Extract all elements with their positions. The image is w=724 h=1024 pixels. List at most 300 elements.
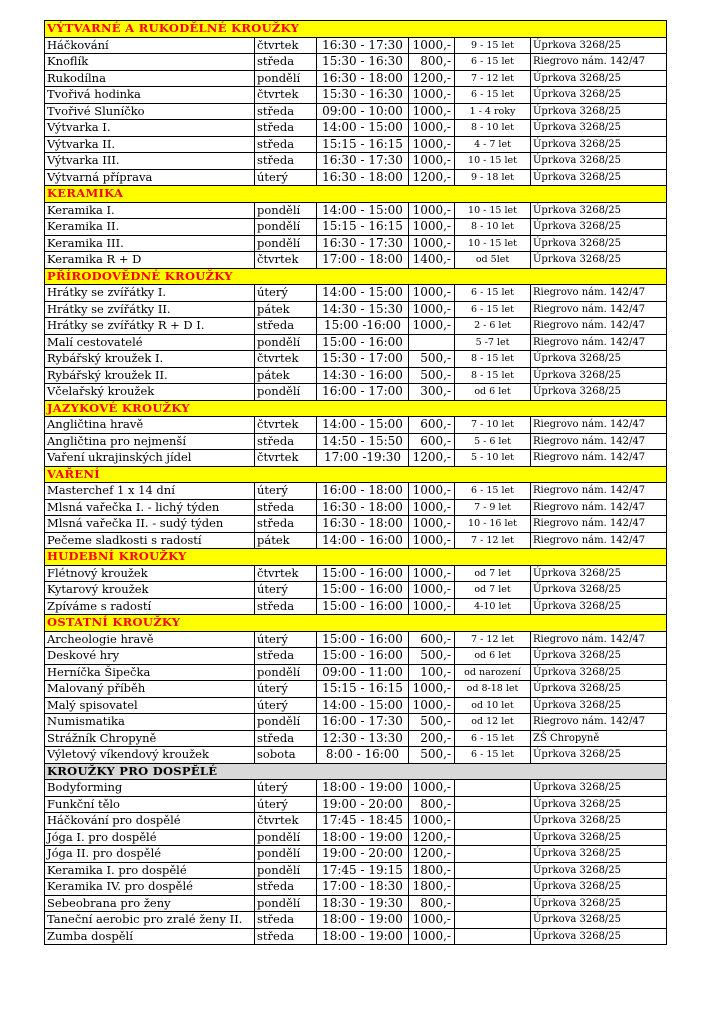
course-day: sobota — [255, 747, 317, 764]
course-price: 600,- — [409, 417, 455, 434]
course-age: 10 - 15 let — [455, 202, 531, 219]
course-time: 15:30 - 17:00 — [317, 351, 409, 368]
course-time: 19:00 - 20:00 — [317, 846, 409, 863]
course-day: pondělí — [255, 384, 317, 401]
course-age: 9 - 15 let — [455, 37, 531, 54]
course-day: pátek — [255, 367, 317, 384]
course-day: úterý — [255, 796, 317, 813]
course-name: Výtvarná příprava — [45, 169, 255, 186]
table-row — [45, 879, 667, 896]
course-time: 17:00 - 18:30 — [317, 879, 409, 896]
course-price: 1200,- — [409, 450, 455, 467]
course-place: Úprkova 3268/25 — [531, 252, 667, 269]
course-time: 15:00 - 16:00 — [317, 565, 409, 582]
course-day: pondělí — [255, 219, 317, 236]
course-table — [44, 20, 667, 945]
course-time: 15:00 - 16:00 — [317, 334, 409, 351]
course-name: Hrátky se zvířátky II. — [45, 301, 255, 318]
course-name: Tvořivá hodinka — [45, 87, 255, 104]
course-price: 1000,- — [409, 285, 455, 302]
course-age: 6 - 15 let — [455, 747, 531, 764]
table-row — [45, 235, 667, 252]
course-name: Keramika III. — [45, 235, 255, 252]
section-header — [45, 615, 667, 632]
course-age: 6 - 15 let — [455, 483, 531, 500]
course-name: Archeologie hravě — [45, 631, 255, 648]
course-age: 7 - 9 let — [455, 499, 531, 516]
course-price: 1200,- — [409, 846, 455, 863]
course-place: Riegrovo nám. 142/47 — [531, 285, 667, 302]
course-day: středa — [255, 648, 317, 665]
course-time: 14:00 - 15:00 — [317, 697, 409, 714]
course-price: 1000,- — [409, 235, 455, 252]
section-title: KERAMIKA — [45, 186, 667, 203]
course-day: čtvrtek — [255, 87, 317, 104]
course-time: 15:15 - 16:15 — [317, 681, 409, 698]
course-name: Kytarový kroužek — [45, 582, 255, 599]
course-price: 1000,- — [409, 202, 455, 219]
course-name: Sebeobrana pro ženy — [45, 895, 255, 912]
course-time: 14:00 - 15:00 — [317, 285, 409, 302]
course-name: Keramika II. — [45, 219, 255, 236]
course-time: 14:00 - 15:00 — [317, 202, 409, 219]
course-price — [409, 334, 455, 351]
course-name: Deskové hry — [45, 648, 255, 665]
course-price: 1000,- — [409, 120, 455, 137]
course-day: pátek — [255, 301, 317, 318]
course-age: od 7 let — [455, 582, 531, 599]
course-age: 8 - 10 let — [455, 219, 531, 236]
table-row — [45, 796, 667, 813]
course-day: středa — [255, 103, 317, 120]
table-row — [45, 120, 667, 137]
course-price: 1000,- — [409, 565, 455, 582]
section-title: VAŘENÍ — [45, 466, 667, 483]
course-name: Knoflík — [45, 54, 255, 71]
course-time: 15:30 - 16:30 — [317, 54, 409, 71]
course-price: 1000,- — [409, 928, 455, 945]
course-name: Bodyforming — [45, 780, 255, 797]
table-row — [45, 103, 667, 120]
course-day: středa — [255, 120, 317, 137]
course-day: čtvrtek — [255, 351, 317, 368]
course-place: Riegrovo nám. 142/47 — [531, 301, 667, 318]
course-age: 8 - 15 let — [455, 351, 531, 368]
course-day: středa — [255, 433, 317, 450]
course-age: 8 - 10 let — [455, 120, 531, 137]
section-header — [45, 400, 667, 417]
course-time: 16:30 - 18:00 — [317, 70, 409, 87]
course-price: 1000,- — [409, 318, 455, 335]
course-name: Rybářský kroužek II. — [45, 367, 255, 384]
table-row — [45, 351, 667, 368]
course-place: Úprkova 3268/25 — [531, 120, 667, 137]
course-day: čtvrtek — [255, 417, 317, 434]
course-time: 14:50 - 15:50 — [317, 433, 409, 450]
course-age: 10 - 15 let — [455, 235, 531, 252]
course-age: 9 - 18 let — [455, 169, 531, 186]
course-age: 5 - 6 let — [455, 433, 531, 450]
course-price: 1000,- — [409, 912, 455, 929]
course-day: čtvrtek — [255, 450, 317, 467]
course-name: Výtvarka III. — [45, 153, 255, 170]
course-name: Malí cestovatelé — [45, 334, 255, 351]
course-day: pátek — [255, 532, 317, 549]
course-name: Rukodílna — [45, 70, 255, 87]
course-place: Úprkova 3268/25 — [531, 37, 667, 54]
course-time: 14:00 - 15:00 — [317, 417, 409, 434]
section-header — [45, 268, 667, 285]
course-place: Riegrovo nám. 142/47 — [531, 631, 667, 648]
course-price: 1000,- — [409, 582, 455, 599]
table-row — [45, 169, 667, 186]
table-row — [45, 37, 667, 54]
course-price: 100,- — [409, 664, 455, 681]
course-name: Mlsná vařečka I. - lichý týden — [45, 499, 255, 516]
course-day: pondělí — [255, 846, 317, 863]
course-day: středa — [255, 516, 317, 533]
course-day: pondělí — [255, 829, 317, 846]
course-place: Úprkova 3268/25 — [531, 780, 667, 797]
course-name: Herníčka Šipečka — [45, 664, 255, 681]
table-row — [45, 136, 667, 153]
table-row — [45, 912, 667, 929]
course-day: středa — [255, 730, 317, 747]
course-time: 15:00 - 16:00 — [317, 631, 409, 648]
course-time: 17:45 - 19:15 — [317, 862, 409, 879]
course-age: od 10 let — [455, 697, 531, 714]
course-price: 1200,- — [409, 70, 455, 87]
course-day: pondělí — [255, 334, 317, 351]
course-price: 1000,- — [409, 219, 455, 236]
course-day: středa — [255, 153, 317, 170]
course-place: Riegrovo nám. 142/47 — [531, 499, 667, 516]
course-price: 500,- — [409, 747, 455, 764]
course-place: Riegrovo nám. 142/47 — [531, 714, 667, 731]
course-price: 800,- — [409, 54, 455, 71]
course-time: 16:00 - 17:00 — [317, 384, 409, 401]
table-row — [45, 780, 667, 797]
course-price: 800,- — [409, 895, 455, 912]
course-name: Výletový víkendový kroužek — [45, 747, 255, 764]
section-title: KROUŽKY PRO DOSPĚLÉ — [45, 763, 667, 780]
table-row — [45, 334, 667, 351]
table-row — [45, 565, 667, 582]
course-name: Masterchef 1 x 14 dní — [45, 483, 255, 500]
course-time: 12:30 - 13:30 — [317, 730, 409, 747]
course-place: Úprkova 3268/25 — [531, 813, 667, 830]
course-name: Včelařský kroužek — [45, 384, 255, 401]
course-place: Úprkova 3268/25 — [531, 697, 667, 714]
course-place: Úprkova 3268/25 — [531, 928, 667, 945]
table-row — [45, 697, 667, 714]
course-place: Úprkova 3268/25 — [531, 681, 667, 698]
course-name: Pečeme sladkosti s radostí — [45, 532, 255, 549]
course-day: středa — [255, 912, 317, 929]
course-time: 14:00 - 16:00 — [317, 532, 409, 549]
course-price: 1800,- — [409, 862, 455, 879]
course-time: 16:30 - 17:30 — [317, 235, 409, 252]
course-name: Zumba dospělí — [45, 928, 255, 945]
section-title: JAZYKOVÉ KROUŽKY — [45, 400, 667, 417]
course-name: Háčkování pro dospělé — [45, 813, 255, 830]
course-price: 1000,- — [409, 516, 455, 533]
section-header — [45, 186, 667, 203]
course-age — [455, 862, 531, 879]
course-price: 1000,- — [409, 697, 455, 714]
course-day: pondělí — [255, 862, 317, 879]
course-day: úterý — [255, 582, 317, 599]
course-price: 500,- — [409, 714, 455, 731]
table-row — [45, 70, 667, 87]
section-header — [45, 549, 667, 566]
course-price: 1000,- — [409, 681, 455, 698]
course-name: Keramika R + D — [45, 252, 255, 269]
course-age — [455, 780, 531, 797]
table-row — [45, 829, 667, 846]
course-time: 16:30 - 17:30 — [317, 153, 409, 170]
course-place: Úprkova 3268/25 — [531, 367, 667, 384]
course-day: středa — [255, 499, 317, 516]
course-name: Tvořivé Sluníčko — [45, 103, 255, 120]
course-place: Úprkova 3268/25 — [531, 912, 667, 929]
course-place: Riegrovo nám. 142/47 — [531, 516, 667, 533]
course-price: 500,- — [409, 367, 455, 384]
course-day: středa — [255, 136, 317, 153]
table-row — [45, 417, 667, 434]
course-time: 17:00 -19:30 — [317, 450, 409, 467]
table-row — [45, 499, 667, 516]
course-time: 18:00 - 19:00 — [317, 829, 409, 846]
table-row — [45, 153, 667, 170]
course-price: 1000,- — [409, 87, 455, 104]
course-age: 1 - 4 roky — [455, 103, 531, 120]
section-title: HUDEBNÍ KROUŽKY — [45, 549, 667, 566]
course-age — [455, 829, 531, 846]
course-place: Úprkova 3268/25 — [531, 879, 667, 896]
course-time: 15:00 -16:00 — [317, 318, 409, 335]
course-name: Flétnový kroužek — [45, 565, 255, 582]
course-name: Angličtina hravě — [45, 417, 255, 434]
course-place: Úprkova 3268/25 — [531, 87, 667, 104]
table-row — [45, 895, 667, 912]
course-age: od 7 let — [455, 565, 531, 582]
table-row — [45, 582, 667, 599]
course-name: Taneční aerobic pro zralé ženy II. — [45, 912, 255, 929]
course-place: Úprkova 3268/25 — [531, 103, 667, 120]
course-place: Úprkova 3268/25 — [531, 136, 667, 153]
course-place: Riegrovo nám. 142/47 — [531, 417, 667, 434]
course-day: úterý — [255, 169, 317, 186]
course-day: středa — [255, 598, 317, 615]
course-time: 16:30 - 18:00 — [317, 516, 409, 533]
course-day: čtvrtek — [255, 565, 317, 582]
course-age — [455, 895, 531, 912]
table-row — [45, 846, 667, 863]
course-time: 14:30 - 15:30 — [317, 301, 409, 318]
course-day: úterý — [255, 780, 317, 797]
course-place: Úprkova 3268/25 — [531, 235, 667, 252]
course-time: 16:30 - 18:00 — [317, 499, 409, 516]
course-price: 1000,- — [409, 153, 455, 170]
table-row — [45, 219, 667, 236]
table-row — [45, 252, 667, 269]
course-day: středa — [255, 928, 317, 945]
course-place: Riegrovo nám. 142/47 — [531, 483, 667, 500]
course-name: Angličtina pro nejmenší — [45, 433, 255, 450]
course-name: Numismatika — [45, 714, 255, 731]
table-row — [45, 648, 667, 665]
course-place: Úprkova 3268/25 — [531, 846, 667, 863]
course-time: 18:00 - 19:00 — [317, 928, 409, 945]
course-price: 1000,- — [409, 483, 455, 500]
course-age — [455, 928, 531, 945]
course-age: 10 - 16 let — [455, 516, 531, 533]
course-price: 300,- — [409, 384, 455, 401]
course-time: 16:30 - 18:00 — [317, 169, 409, 186]
course-price: 1000,- — [409, 37, 455, 54]
course-day: pondělí — [255, 235, 317, 252]
course-age: 4 - 7 let — [455, 136, 531, 153]
course-day: pondělí — [255, 895, 317, 912]
course-place: Riegrovo nám. 142/47 — [531, 433, 667, 450]
table-row — [45, 928, 667, 945]
course-price: 1000,- — [409, 136, 455, 153]
course-place: Riegrovo nám. 142/47 — [531, 318, 667, 335]
course-place: Úprkova 3268/25 — [531, 582, 667, 599]
course-place: Úprkova 3268/25 — [531, 648, 667, 665]
table-row — [45, 631, 667, 648]
course-time: 18:00 - 19:00 — [317, 912, 409, 929]
table-row — [45, 202, 667, 219]
table-row — [45, 318, 667, 335]
course-place: Úprkova 3268/25 — [531, 153, 667, 170]
course-place: Úprkova 3268/25 — [531, 862, 667, 879]
course-day: středa — [255, 318, 317, 335]
course-day: čtvrtek — [255, 37, 317, 54]
course-price: 200,- — [409, 730, 455, 747]
course-time: 15:00 - 16:00 — [317, 598, 409, 615]
course-time: 15:15 - 16:15 — [317, 219, 409, 236]
course-age: od 8-18 let — [455, 681, 531, 698]
course-time: 17:00 - 18:00 — [317, 252, 409, 269]
course-time: 14:00 - 15:00 — [317, 120, 409, 137]
section-title: PŘÍRODOVĚDNÉ KROUŽKY — [45, 268, 667, 285]
course-time: 15:30 - 16:30 — [317, 87, 409, 104]
course-price: 1000,- — [409, 598, 455, 615]
course-place: Úprkova 3268/25 — [531, 351, 667, 368]
course-name: Vaření ukrajinských jídel — [45, 450, 255, 467]
table-row — [45, 367, 667, 384]
course-age: 10 - 15 let — [455, 153, 531, 170]
section-header — [45, 21, 667, 38]
course-time: 09:00 - 10:00 — [317, 103, 409, 120]
course-day: středa — [255, 54, 317, 71]
course-time: 18:00 - 19:00 — [317, 780, 409, 797]
table-row — [45, 301, 667, 318]
course-name: Keramika I. — [45, 202, 255, 219]
table-row — [45, 384, 667, 401]
course-age: 5 -7 let — [455, 334, 531, 351]
course-age: 8 - 15 let — [455, 367, 531, 384]
course-place: Úprkova 3268/25 — [531, 219, 667, 236]
course-price: 1000,- — [409, 780, 455, 797]
course-day: pondělí — [255, 202, 317, 219]
course-place: Riegrovo nám. 142/47 — [531, 54, 667, 71]
course-time: 14:30 - 16:00 — [317, 367, 409, 384]
course-price: 1000,- — [409, 813, 455, 830]
course-age: od 12 let — [455, 714, 531, 731]
course-place: Úprkova 3268/25 — [531, 598, 667, 615]
course-age: 6 - 15 let — [455, 54, 531, 71]
course-place: Riegrovo nám. 142/47 — [531, 450, 667, 467]
section-header — [45, 763, 667, 780]
course-time: 18:30 - 19:30 — [317, 895, 409, 912]
table-row — [45, 285, 667, 302]
table-row — [45, 87, 667, 104]
course-age — [455, 879, 531, 896]
course-price: 600,- — [409, 433, 455, 450]
course-name: Malý spisovatel — [45, 697, 255, 714]
course-time: 16:00 - 17:30 — [317, 714, 409, 731]
table-row — [45, 813, 667, 830]
course-day: úterý — [255, 631, 317, 648]
course-time: 16:00 - 18:00 — [317, 483, 409, 500]
course-day: úterý — [255, 285, 317, 302]
course-day: pondělí — [255, 714, 317, 731]
course-age: 7 - 10 let — [455, 417, 531, 434]
course-price: 1200,- — [409, 169, 455, 186]
course-time: 15:00 - 16:00 — [317, 648, 409, 665]
section-title: VÝTVARNÉ A RUKODĚLNÉ KROUŽKY — [45, 21, 667, 38]
course-time: 15:00 - 16:00 — [317, 582, 409, 599]
course-age: od 5let — [455, 252, 531, 269]
course-place: Úprkova 3268/25 — [531, 169, 667, 186]
course-name: Výtvarka II. — [45, 136, 255, 153]
table-row — [45, 681, 667, 698]
course-name: Funkční tělo — [45, 796, 255, 813]
course-price: 500,- — [409, 351, 455, 368]
course-age — [455, 813, 531, 830]
course-place: Úprkova 3268/25 — [531, 796, 667, 813]
course-price: 500,- — [409, 648, 455, 665]
table-row — [45, 747, 667, 764]
section-title: OSTATNÍ KROUŽKY — [45, 615, 667, 632]
course-name: Jóga II. pro dospělé — [45, 846, 255, 863]
table-row — [45, 483, 667, 500]
table-row — [45, 54, 667, 71]
table-row — [45, 532, 667, 549]
course-name: Hrátky se zvířátky R + D I. — [45, 318, 255, 335]
course-age — [455, 846, 531, 863]
table-row — [45, 664, 667, 681]
course-price: 1000,- — [409, 532, 455, 549]
course-time: 17:45 - 18:45 — [317, 813, 409, 830]
course-place: Úprkova 3268/25 — [531, 384, 667, 401]
course-age: 2 - 6 let — [455, 318, 531, 335]
course-place: Úprkova 3268/25 — [531, 895, 667, 912]
course-age: 6 - 15 let — [455, 285, 531, 302]
course-age: 6 - 15 let — [455, 730, 531, 747]
course-name: Hrátky se zvířátky I. — [45, 285, 255, 302]
course-time: 16:30 - 17:30 — [317, 37, 409, 54]
table-row — [45, 598, 667, 615]
course-name: Zpíváme s radostí — [45, 598, 255, 615]
course-place: Úprkova 3268/25 — [531, 202, 667, 219]
course-price: 1000,- — [409, 499, 455, 516]
course-place: Úprkova 3268/25 — [531, 565, 667, 582]
course-day: čtvrtek — [255, 813, 317, 830]
